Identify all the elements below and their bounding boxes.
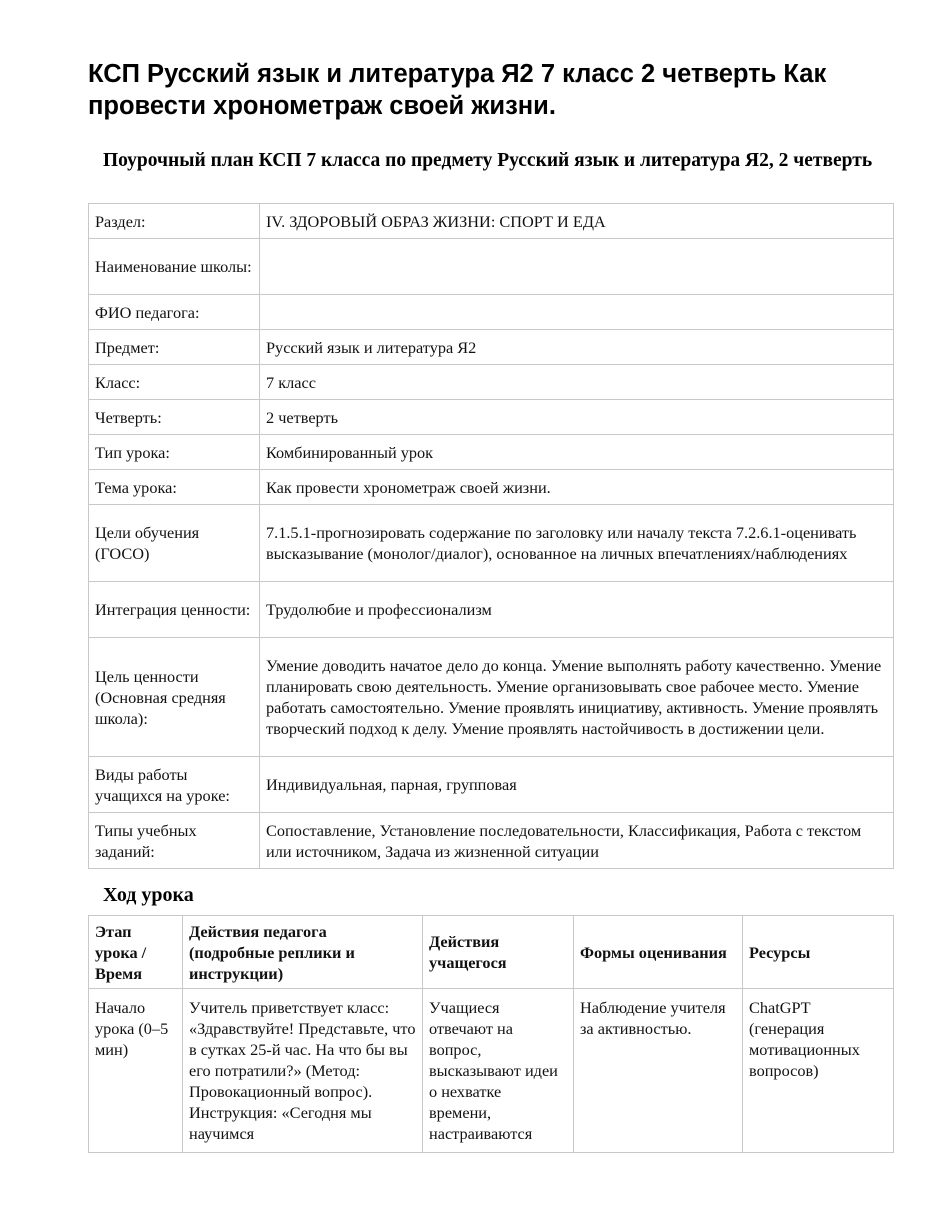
- table-row: [89, 295, 894, 330]
- info-label: Интеграция ценности:: [89, 582, 260, 638]
- info-value: [260, 295, 894, 330]
- info-label: Тема урока:: [89, 470, 260, 505]
- table-row: [89, 505, 894, 582]
- info-value: Умение доводить начатое дело до конца. Умение выполнять работу качественно. Умение планировать свою деятельность. Умение организовывать свое рабочее место. Умение работать самостоятельно. Умение проявлять инициативу, активность. Умение проявлять творческий подход к делу. Умение проявлять настойчивость в достижении цели.: [260, 638, 894, 757]
- info-value: [260, 239, 894, 295]
- info-value: Как провести хронометраж своей жизни.: [260, 470, 894, 505]
- info-value: Сопоставление, Установление последовательности, Классификация, Работа с текстом или источником, Задача из жизненной ситуации: [260, 813, 894, 869]
- info-value: 7.1.5.1-прогнозировать содержание по заголовку или началу текста 7.2.6.1-оценивать высказывание (монолог/диалог), основанное на личных впечатлениях/наблюдениях: [260, 505, 894, 582]
- assessment-forms: Наблюдение учителя за активностью.: [580, 998, 726, 1038]
- table-row: [89, 470, 894, 505]
- teacher-actions-cell: [183, 989, 423, 1153]
- column-header-assessment: Формы оценивания: [574, 916, 743, 989]
- info-value: 7 класс: [260, 365, 894, 400]
- table-row: [89, 365, 894, 400]
- plan-subtitle: Поурочный план КСП 7 класса по предмету Русский язык и литература Я2, 2 четверть: [103, 150, 873, 171]
- info-label: Наименование школы:: [89, 239, 260, 295]
- table-row: [89, 330, 894, 365]
- info-label: Типы учебных заданий:: [89, 813, 260, 869]
- table-row: [89, 204, 894, 239]
- info-label: Цель ценности (Основная средняя школа):: [89, 638, 260, 757]
- lesson-progress-table: [88, 915, 894, 1153]
- lesson-stage-cell: [89, 989, 183, 1153]
- teacher-actions: Учитель приветствует класс: «Здравствуйте! Представьте, что в сутках 25-й час. На что бы вы его потратили?» (Метод: Провокационный вопрос). Инструкция: «Сегодня мы научимся: [189, 998, 416, 1143]
- info-value: Русский язык и литература Я2: [260, 330, 894, 365]
- document-title: КСП Русский язык и литература Я2 7 класс 2 четверть Как провести хронометраж своей жизни.: [88, 60, 827, 120]
- info-value: IV. ЗДОРОВЫЙ ОБРАЗ ЖИЗНИ: СПОРТ И ЕДА: [260, 204, 894, 239]
- info-label: Четверть:: [89, 400, 260, 435]
- info-label: Цели обучения (ГОСО): [89, 505, 260, 582]
- lesson-stage: Начало урока (0–5 мин): [95, 998, 169, 1059]
- table-row: [89, 239, 894, 295]
- table-row: [89, 813, 894, 869]
- table-row: [89, 400, 894, 435]
- column-header-student-actions: Действия учащегося: [423, 916, 574, 989]
- info-value: Индивидуальная, парная, групповая: [260, 757, 894, 813]
- table-row: [89, 757, 894, 813]
- info-label: ФИО педагога:: [89, 295, 260, 330]
- resources-cell: [743, 989, 894, 1153]
- student-actions-cell: [423, 989, 574, 1153]
- table-row: [89, 638, 894, 757]
- column-header-teacher-actions: Действия педагога (подробные реплики и инструкции): [183, 916, 423, 989]
- info-label: Класс:: [89, 365, 260, 400]
- info-label: Виды работы учащихся на уроке:: [89, 757, 260, 813]
- student-actions: Учащиеся отвечают на вопрос, высказывают идеи о нехватке времени, настраиваются: [429, 998, 558, 1143]
- table-row: [89, 989, 894, 1153]
- table-header-row: [89, 916, 894, 989]
- resources: ChatGPT (генерация мотивационных вопросов): [749, 998, 860, 1080]
- assessment-cell: [574, 989, 743, 1153]
- table-row: [89, 435, 894, 470]
- info-value: Комбинированный урок: [260, 435, 894, 470]
- info-value: 2 четверть: [260, 400, 894, 435]
- info-value: Трудолюбие и профессионализм: [260, 582, 894, 638]
- info-label: Тип урока:: [89, 435, 260, 470]
- info-label: Раздел:: [89, 204, 260, 239]
- info-label: Предмет:: [89, 330, 260, 365]
- lesson-info-table: [88, 203, 894, 869]
- column-header-resources: Ресурсы: [743, 916, 894, 989]
- lesson-progress-heading: Ход урока: [103, 884, 194, 906]
- table-row: [89, 582, 894, 638]
- column-header-stage: Этап урока / Время: [89, 916, 183, 989]
